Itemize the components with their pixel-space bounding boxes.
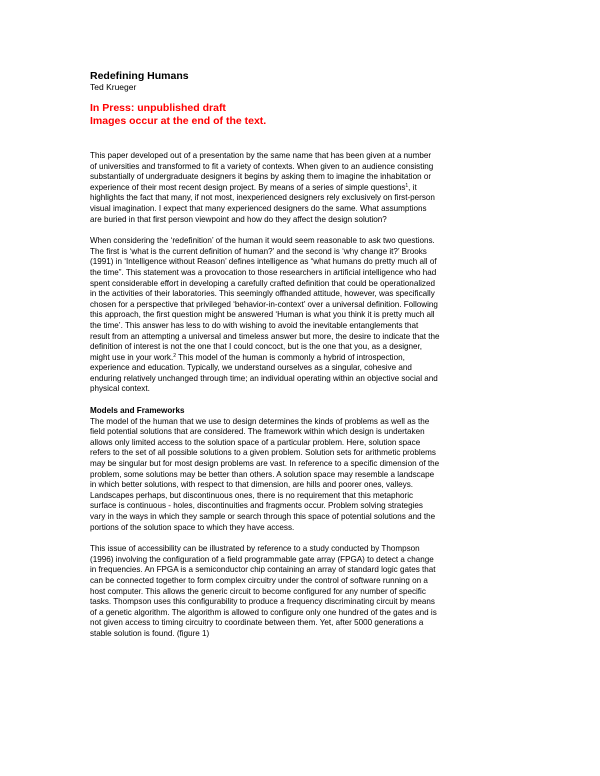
text-line: stable solution is found. (figure 1) [90, 628, 210, 638]
text-line: The first is ‘what is the current definition of human?’ and the second is ‘why change it?’ Brooks [90, 246, 427, 256]
text-line: Landscapes perhaps, but discontinuous ones, there is no requirement that this metaphoric [90, 490, 414, 500]
document-title: Redefining Humans [90, 70, 189, 82]
paragraph-introduction [90, 151, 510, 225]
text-line: definition of interest is not the one that I could concoct, but is the one that you, as a designer, [90, 342, 423, 352]
text-line: problem, some solutions may be better than others. A solution space may resemble a landscape [90, 469, 435, 479]
section-heading: Models and Frameworks [90, 406, 185, 416]
text-line: This issue of accessibility can be illustrated by reference to a study conducted by Thompson [90, 544, 420, 554]
footnote-marker[interactable]: 2 [173, 352, 176, 359]
text-line: visual imagination. I expect that many experienced designers do the same. What assumptions [90, 203, 427, 213]
document-author: Ted Krueger [90, 82, 137, 92]
text-line: this approach, the first question might be answered ‘Human is what you think it is pretty much all [90, 310, 435, 320]
paragraph-redefinition [90, 236, 510, 395]
text-line: the time’. This answer has less to do with wishing to avoid the inevitable entanglements that [90, 320, 419, 330]
text-line: of a genetic algorithm. The algorithm is allowed to configure only one hundred of the gates and is [90, 607, 437, 617]
text-line: field potential solutions that are considered. The framework within which design is undertaken [90, 427, 425, 437]
text-segment: , it [408, 182, 417, 192]
text-line: of universities and transformed to fit a variety of contexts. When given to an audience consisting [90, 161, 434, 171]
text-segment: experience of their most recent design project. By means of a series of simple questions [90, 182, 406, 192]
document-page [90, 70, 510, 651]
text-line: substantially of undergraduate designers it begins by asking them to imagine the inhabitation or [90, 172, 432, 182]
text-line: tasks. Thompson uses this configurability to produce a frequency discriminating circuit by means [90, 597, 435, 607]
draft-notice [90, 102, 510, 128]
text-line: chosen for a perspective that privileged ‘behavior-in-context’ over a universal definition. Following [90, 299, 438, 309]
text-line: not given access to timing circuitry to coordinate between them. Yet, after 5000 generations a [90, 618, 424, 628]
paragraph-models [90, 417, 510, 534]
text-line [90, 353, 510, 364]
text-line: physical context. [90, 384, 150, 394]
text-line: experience and education. Typically, we understand ourselves as a singular, cohesive and [90, 363, 412, 373]
text-line: are buried in that first person viewpoint and how do they affect the design solution? [90, 214, 387, 224]
text-line: (1996) involving the configuration of a field programmable gate array (FPGA) to detect a change [90, 554, 434, 564]
text-segment: might use in your work. [90, 352, 174, 362]
paragraph-accessibility [90, 544, 510, 639]
text-line: highlights the fact that many, if not most, inexperienced designers rely exclusively on first-person [90, 193, 435, 203]
text-line: may be singular but for most design problems are vast. In reference to a specific dimension of the [90, 459, 440, 469]
text-line: spent considerable effort in developing a carefully crafted definition that could be operationalized [90, 278, 435, 288]
text-line: surface is continuous - holes, discontinuities and fragments occur. Problem solving strategies [90, 501, 423, 511]
text-line: This paper developed out of a presentation by the same name that has been given at a number [90, 151, 432, 160]
text-line: enduring relatively unchanged through time; an individual operating within an objective social and [90, 373, 438, 383]
text-line: can be connected together to form complex circuitry under the control of software running on a [90, 575, 428, 585]
text-line: host computer. This allows the generic circuit to become configured for any number of specific [90, 586, 426, 596]
text-line: (1991) in ‘Intelligence without Reason’ defines intelligence as “what humans do pretty much all of [90, 257, 437, 267]
text-line: in frequencies. An FPGA is a semiconductor chip containing an array of standard logic gates that [90, 565, 436, 575]
text-line: in which better solutions, with respect to that dimension, are hills and poorer ones, valleys. [90, 480, 414, 490]
text-line: portions of the solution space to which they have access. [90, 522, 295, 532]
draft-notice-line: In Press: unpublished draft [90, 102, 226, 114]
text-line: in the activities of their laboratories. This seemingly offhanded attitude, however, was specifically [90, 289, 435, 299]
text-line: When considering the ‘redefinition’ of the human it would seem reasonable to ask two questions. [90, 236, 435, 246]
footnote-marker[interactable]: 1 [405, 182, 409, 189]
text-line: vary in the ways in which they sample or search through this space of potential solutions and the [90, 512, 436, 521]
text-line: refers to the set of all possible solutions to a given problem. Solution sets for arithmetic problems [90, 448, 436, 458]
text-line: result from an attempting a universal and timeless answer but more, the desire to indicate that the [90, 331, 440, 341]
text-segment: This model of the human is commonly a hybrid of introspection, [176, 352, 405, 362]
text-line: allows only limited access to the solution space of a particular problem. Here, solution space [90, 437, 421, 447]
draft-notice-line: Images occur at the end of the text. [90, 115, 267, 127]
text-line [90, 183, 510, 194]
text-line: the time”. This statement was a provocation to those researchers in artificial intelligence who had [90, 267, 437, 277]
text-line: The model of the human that we use to design determines the kinds of problems as well as the [90, 416, 430, 426]
